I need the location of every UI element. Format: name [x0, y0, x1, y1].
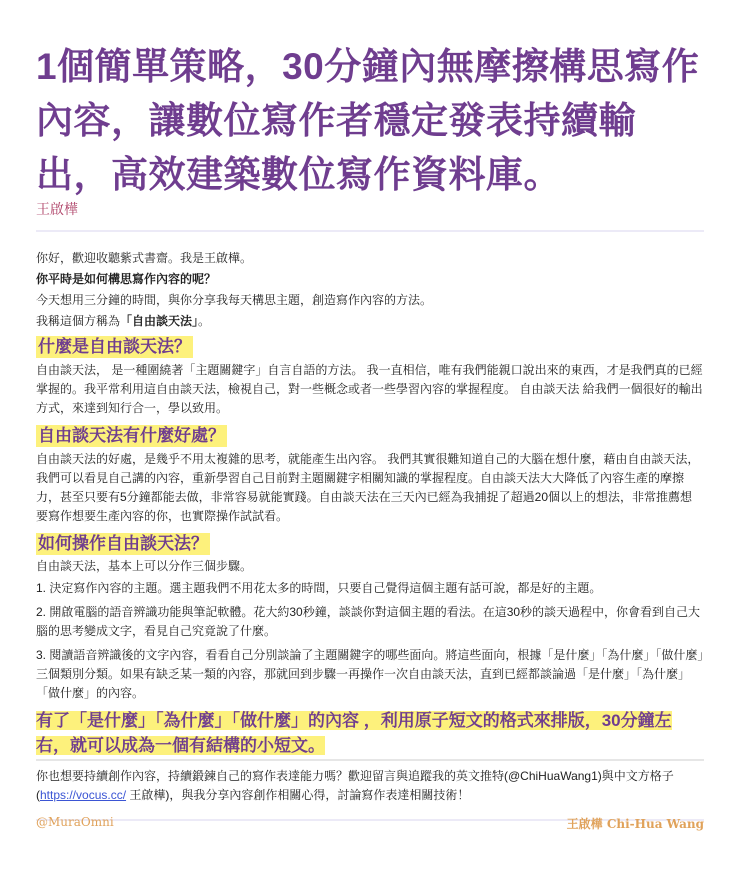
naming-suffix: 。 [198, 314, 211, 328]
section-body-how: 自由談天法，基本上可以分作三個步驟。 [36, 559, 253, 573]
closing-paragraph [36, 767, 704, 805]
closing-before: 你也想要持續創作內容，持續鍛鍊自己的寫作表達能力嗎？歡迎留言與追蹤我的英文推特(@ChiHuaWang1)與中文方格子( [36, 769, 674, 802]
divider [36, 230, 704, 232]
vocus-link[interactable]: https://vocus.cc/ [40, 788, 127, 802]
step-1: 1. 決定寫作內容的主題。選主題我們不用花太多的時間，只要自己覺得這個主題有話可說，都是好的主題。 [36, 581, 602, 595]
article-author: 王啟樺 [36, 201, 78, 217]
article-title: 1個簡單策略，30分鐘內無摩擦構思寫作內容，讓數位寫作者穩定發表持續輸出，高效建築數位寫作資料庫。 [36, 46, 700, 195]
callout-highlight [36, 708, 704, 758]
footer-handle: @MuraOmni [36, 815, 114, 829]
section-heading-benefits: 自由談天法有什麼好處？ [38, 426, 225, 445]
divider [36, 759, 704, 761]
closing-after: 王啟樺)，與我分享內容創作相關心得，討論寫作表達相關技術！ [126, 788, 470, 802]
naming-line [36, 313, 704, 329]
callout-text: 有了「是什麼」「為什麼」「做什麼」的內容 ，利用原子短文的格式來排版，30分鐘左右，就可以成為一個有結構的小短文。 [36, 711, 672, 755]
article [36, 0, 704, 821]
step-3: 3. 閱讀語音辨識後的文字內容，看看自己分別談論了主題關鍵字的哪些面向。將這些面向，根據「是什麼」「為什麼」「做什麼」三個類別分類。如果有缺乏某一類的內容，那就回到步驟一再操作一次自由談天法，直到已經都談論過「是什麼」「為什麼」「做什麼」的內容。 [36, 648, 704, 700]
footer-signature: 王啟樺 Chi-Hua Wang [566, 817, 704, 831]
section-heading-what: 什麼是自由談天法？ [38, 337, 191, 356]
section-body-what: 自由談天法， 是一種圍繞著「主題關鍵字」自言自語的方法。 我一直相信，唯有我們能親口說出來的東西，才是我們真的已經掌握的。我平常利用這自由談天法，檢視自己，對一些概念或者一些學習內容的掌握程度。 自由談天法 給我們一個很好的輸出方式，來達到知行合一，學以致用。 [36, 363, 703, 415]
greeting: 你好，歡迎收聽紫式書齋。我是王啟樺。 [36, 251, 253, 265]
section-heading-how: 如何操作自由談天法？ [38, 534, 208, 553]
section-body-benefits: 自由談天法的好處，是幾乎不用太複雜的思考，就能產生出內容。 我們其實很難知道自己的大腦在想什麼，藉由自由談天法，我們可以看見自己講的內容，重新學習自己目前對主題關鍵字相關知識的掌握程度。自由談天法大大降低了內容生產的摩擦力，甚至只要有5分鐘都能去做，非常容易就能實踐。自由談天法在三天內已經為我捕捉了超過20個以上的想法，非常推薦想要寫作想要生產內容的你，也實際操作試試看。 [36, 452, 700, 523]
step-2: 2. 開啟電腦的語音辨識功能與筆記軟體。花大約30秒鐘，談談你對這個主題的看法。在這30秒的談天過程中，你會看到自己大腦的思考變成文字，看見自己究竟說了什麼。 [36, 605, 701, 638]
article-body [36, 250, 704, 821]
naming-term: 「自由談天法」 [120, 314, 199, 328]
intro-text: 今天想用三分鐘的時間，與你分享我每天構思主題，創造寫作內容的方法。 [36, 293, 433, 307]
question: 你平時是如何構思寫作內容的呢？ [36, 272, 217, 286]
naming-prefix: 我稱這個方稱為 [36, 314, 121, 328]
